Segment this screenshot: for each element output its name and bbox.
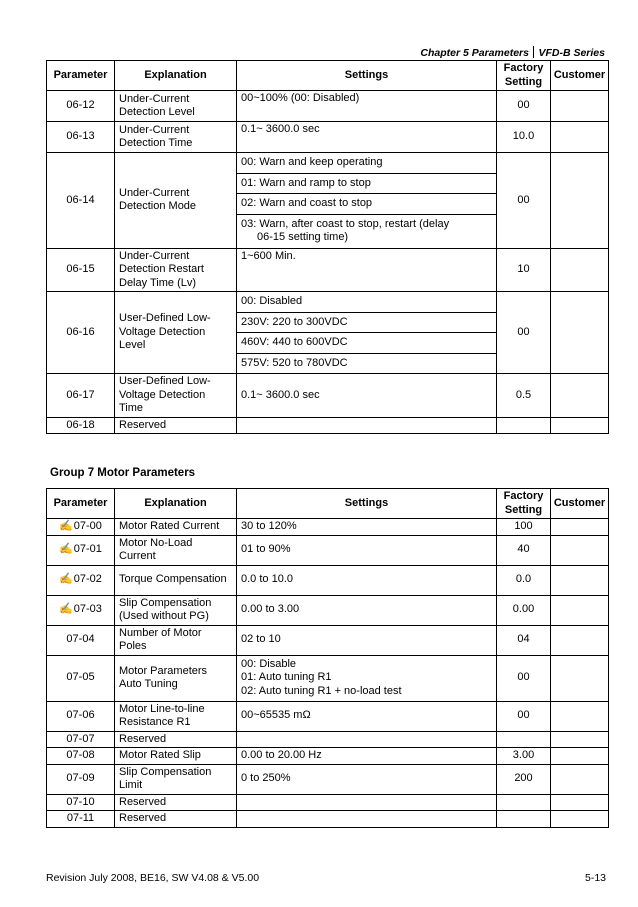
- customer-setting: [551, 519, 609, 536]
- parameter-table-group7: [46, 488, 609, 828]
- param-settings: [237, 153, 497, 249]
- factory-setting: [497, 731, 551, 748]
- table-row: [47, 748, 609, 765]
- param-settings: 00: Disable 01: Auto tuning R1 02: Auto tuning R1 + no-load test: [237, 655, 497, 701]
- customer-setting: [551, 91, 609, 122]
- customer-setting: [551, 374, 609, 418]
- revision-text: Revision July 2008, BE16, SW V4.08 & V5.00: [46, 872, 260, 884]
- factory-setting: 00: [497, 701, 551, 731]
- param-settings: 0.00 to 3.00: [237, 595, 497, 625]
- param-code: [47, 811, 115, 828]
- factory-setting: 00: [497, 292, 551, 374]
- table-row: [47, 248, 609, 292]
- factory-setting: 3.00: [497, 748, 551, 765]
- param-code: [47, 595, 115, 625]
- param-explanation: User-Defined Low-Voltage Detection Time: [115, 374, 237, 418]
- param-explanation: Motor No-Load Current: [115, 535, 237, 565]
- customer-setting: [551, 122, 609, 153]
- table-row: [47, 764, 609, 794]
- param-code: [47, 764, 115, 794]
- customer-setting: [551, 625, 609, 655]
- param-explanation: Under-Current Detection Mode: [115, 153, 237, 249]
- param-code: 06-13: [47, 122, 115, 153]
- param-code-text: 07-07: [66, 732, 95, 745]
- table-row: [47, 811, 609, 828]
- param-explanation: Under-Current Detection Restart Delay Time (Lv): [115, 248, 237, 292]
- param-settings: [237, 731, 497, 748]
- settings-line: 01: Warn and ramp to stop: [237, 173, 496, 194]
- param-code: 06-17: [47, 374, 115, 418]
- factory-setting: 100: [497, 519, 551, 536]
- table-row: [47, 91, 609, 122]
- param-code-text: 07-09: [66, 772, 95, 785]
- param-code: 06-14: [47, 153, 115, 249]
- param-settings: 0.00 to 20.00 Hz: [237, 748, 497, 765]
- param-explanation: Reserved: [115, 417, 237, 434]
- param-settings: 00~100% (00: Disabled): [237, 91, 497, 122]
- param-code-text: 07-06: [66, 709, 95, 722]
- factory-setting: 10: [497, 248, 551, 292]
- settings-line: 460V: 440 to 600VDC: [237, 332, 496, 353]
- table-row: [47, 701, 609, 731]
- param-explanation: Motor Parameters Auto Tuning: [115, 655, 237, 701]
- col-settings: Settings: [237, 61, 497, 91]
- factory-setting: 40: [497, 535, 551, 565]
- settings-line: 02: Warn and coast to stop: [237, 193, 496, 214]
- param-settings: [237, 811, 497, 828]
- param-code: 06-16: [47, 292, 115, 374]
- param-settings: 0.1~ 3600.0 sec: [237, 374, 497, 418]
- factory-setting: [497, 417, 551, 434]
- customer-setting: [551, 764, 609, 794]
- param-code-text: 07-08: [66, 749, 95, 761]
- param-explanation: Under-Current Detection Level: [115, 91, 237, 122]
- customer-setting: [551, 248, 609, 292]
- customer-setting: [551, 748, 609, 765]
- table-row: [47, 153, 609, 249]
- customer-setting: [551, 535, 609, 565]
- table-row: [47, 417, 609, 434]
- param-settings: [237, 794, 497, 811]
- customer-setting: [551, 417, 609, 434]
- param-code: [47, 731, 115, 748]
- factory-setting: 04: [497, 625, 551, 655]
- param-code-text: 07-10: [66, 795, 95, 808]
- settings-line: 575V: 520 to 780VDC: [237, 353, 496, 374]
- table-row: [47, 374, 609, 418]
- param-code-text: 07-01: [73, 543, 102, 556]
- customer-setting: [551, 701, 609, 731]
- factory-setting: 10.0: [497, 122, 551, 153]
- param-explanation: Reserved: [115, 794, 237, 811]
- param-settings: 0.0 to 10.0: [237, 565, 497, 595]
- param-explanation: Reserved: [115, 731, 237, 748]
- factory-setting: 0.5: [497, 374, 551, 418]
- settings-line-cont: 06-15 setting time): [257, 231, 349, 243]
- param-settings: 01 to 90%: [237, 535, 497, 565]
- param-code: [47, 794, 115, 811]
- settings-line: 00: Disabled: [241, 295, 303, 307]
- param-settings: 02 to 10: [237, 625, 497, 655]
- param-settings: [237, 417, 497, 434]
- param-settings: 1~600 Min.: [237, 248, 497, 292]
- param-code: [47, 519, 115, 536]
- param-explanation: Torque Compensation: [115, 565, 237, 595]
- col-parameter: Parameter: [47, 61, 115, 91]
- param-code-text: 07-11: [66, 812, 95, 824]
- param-explanation: Slip Compensation Limit: [115, 764, 237, 794]
- param-code: [47, 535, 115, 565]
- customer-setting: [551, 811, 609, 828]
- customer-setting: [551, 731, 609, 748]
- page-header: [420, 46, 605, 59]
- table-row: [47, 625, 609, 655]
- table-row: [47, 122, 609, 153]
- factory-setting: [497, 811, 551, 828]
- edit-while-running-icon: ✍: [59, 520, 73, 532]
- customer-setting: [551, 565, 609, 595]
- col-factory: Factory Setting: [497, 489, 551, 519]
- edit-while-running-icon: ✍: [59, 543, 73, 556]
- settings-line: 230V: 220 to 300VDC: [237, 312, 496, 333]
- param-code-text: 07-03: [73, 603, 102, 616]
- factory-setting: 200: [497, 764, 551, 794]
- settings-line: 03: Warn, after coast to stop, restart (delay 06-15 setting time): [237, 214, 496, 248]
- edit-while-running-icon: ✍: [59, 573, 73, 586]
- param-code: 06-12: [47, 91, 115, 122]
- param-code: [47, 625, 115, 655]
- table-row: [47, 595, 609, 625]
- param-code-text: 07-02: [73, 573, 102, 586]
- edit-while-running-icon: ✍: [59, 603, 73, 616]
- col-factory: Factory Setting: [497, 61, 551, 91]
- settings-line: 00: Warn and keep operating: [241, 156, 383, 168]
- customer-setting: [551, 794, 609, 811]
- customer-setting: [551, 595, 609, 625]
- param-explanation: Number of Motor Poles: [115, 625, 237, 655]
- param-code: 06-15: [47, 248, 115, 292]
- table-row: [47, 731, 609, 748]
- param-code: [47, 565, 115, 595]
- table-row: [47, 519, 609, 536]
- param-explanation: Reserved: [115, 811, 237, 828]
- factory-setting: [497, 794, 551, 811]
- factory-setting: 00: [497, 91, 551, 122]
- series-title: VFD-B Series: [538, 47, 605, 59]
- param-settings: [237, 292, 497, 374]
- param-code-text: 07-00: [73, 520, 102, 532]
- param-explanation: Slip Compensation (Used without PG): [115, 595, 237, 625]
- param-settings: 0 to 250%: [237, 764, 497, 794]
- param-code: 06-18: [47, 417, 115, 434]
- page-footer: [46, 872, 606, 884]
- param-code: [47, 701, 115, 731]
- param-code-text: 07-05: [66, 671, 95, 684]
- settings-list: [241, 153, 492, 248]
- param-code: [47, 748, 115, 765]
- col-explanation: Explanation: [115, 61, 237, 91]
- table-row: [47, 794, 609, 811]
- group7-title: Group 7 Motor Parameters: [50, 467, 196, 479]
- header-divider: [533, 46, 535, 58]
- param-explanation: User-Defined Low-Voltage Detection Level: [115, 292, 237, 374]
- param-explanation: Motor Rated Current: [115, 519, 237, 536]
- factory-setting: 0.00: [497, 595, 551, 625]
- page-number: 5-13: [584, 872, 606, 884]
- factory-setting: 00: [497, 153, 551, 249]
- chapter-title: Chapter 5 Parameters: [420, 47, 529, 59]
- param-code: [47, 655, 115, 701]
- param-explanation: Motor Rated Slip: [115, 748, 237, 765]
- param-settings: 00~65535 mΩ: [237, 701, 497, 731]
- param-settings: 30 to 120%: [237, 519, 497, 536]
- col-customer: Customer: [551, 61, 609, 91]
- col-explanation: Explanation: [115, 489, 237, 519]
- param-explanation: Motor Line-to-line Resistance R1: [115, 701, 237, 731]
- table-row: [47, 565, 609, 595]
- settings-list: [241, 292, 492, 373]
- factory-setting: 00: [497, 655, 551, 701]
- param-settings: 0.1~ 3600.0 sec: [237, 122, 497, 153]
- param-code-text: 07-04: [66, 633, 95, 646]
- param-explanation: Under-Current Detection Time: [115, 122, 237, 153]
- col-settings: Settings: [237, 489, 497, 519]
- col-parameter: Parameter: [47, 489, 115, 519]
- table-row: [47, 535, 609, 565]
- customer-setting: [551, 292, 609, 374]
- customer-setting: [551, 153, 609, 249]
- table-row: [47, 655, 609, 701]
- col-customer: Customer: [551, 489, 609, 519]
- parameter-table-group6: [46, 60, 609, 434]
- factory-setting: 0.0: [497, 565, 551, 595]
- table-row: [47, 292, 609, 374]
- customer-setting: [551, 655, 609, 701]
